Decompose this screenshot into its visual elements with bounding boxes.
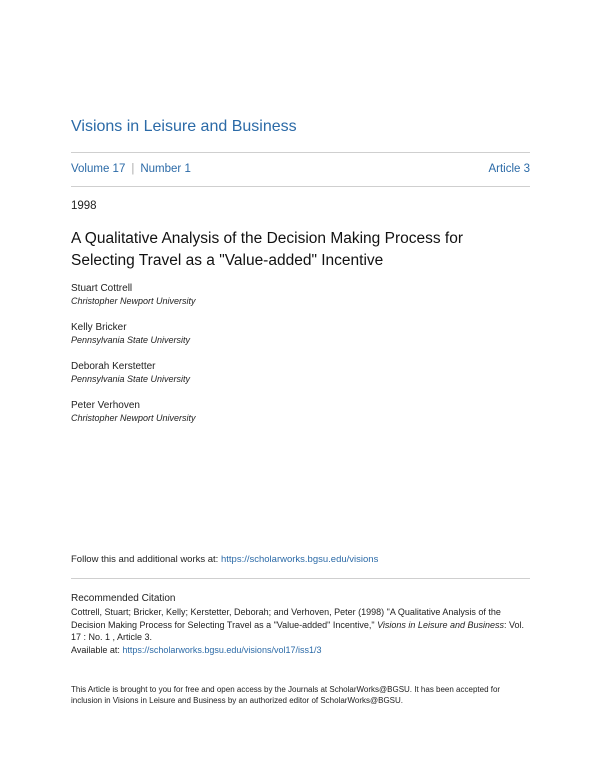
access-statement: This Article is brought to you for free and open access by the Journals at ScholarWorks@BGSU. It has been accepted for inclusion in Visions in Leisure and Business by an authorized editor of ScholarWorks@BGSU. bbox=[71, 685, 501, 705]
available-link[interactable]: https://scholarworks.bgsu.edu/visions/vol17/iss1/3 bbox=[122, 645, 322, 655]
volume-link[interactable]: Volume 17 bbox=[71, 163, 126, 175]
citation-journal: Visions in Leisure and Business bbox=[377, 619, 504, 630]
follow-text: Follow this and additional works at: bbox=[71, 554, 221, 565]
citation-tail: : Vol. 17 : No. 1 , Article 3. bbox=[71, 619, 525, 642]
author-entry bbox=[71, 282, 196, 307]
availability-line bbox=[71, 645, 321, 655]
citation-main: Cottrell, Stuart; Bricker, Kelly; Kerstetter, Deborah; and Verhoven, Peter (1998) "A Qualitative Analysis of the Decision Making Process for Selecting Travel as a "Value-added" Incentive," bbox=[71, 607, 501, 630]
author-name: Stuart Cottrell bbox=[71, 283, 133, 294]
author-affiliation: Pennsylvania State University bbox=[71, 374, 191, 384]
citation-text bbox=[71, 606, 533, 644]
citation-heading: Recommended Citation bbox=[71, 593, 176, 604]
issue-divider bbox=[71, 186, 530, 187]
author-entry bbox=[71, 321, 196, 346]
author-name: Peter Verhoven bbox=[71, 400, 140, 411]
citation-divider bbox=[71, 578, 530, 579]
author-affiliation: Christopher Newport University bbox=[71, 413, 196, 423]
issue-separator: | bbox=[131, 163, 135, 175]
paper-title: A Qualitative Analysis of the Decision Making Process for Selecting Travel as a "Value-added" Incentive bbox=[71, 230, 463, 269]
author-affiliation: Christopher Newport University bbox=[71, 296, 196, 306]
author-affiliation: Pennsylvania State University bbox=[71, 335, 191, 345]
top-divider bbox=[71, 152, 530, 153]
author-entry bbox=[71, 360, 196, 385]
follow-line bbox=[71, 554, 378, 565]
issue-info bbox=[71, 163, 191, 175]
journal-title[interactable]: Visions in Leisure and Business bbox=[71, 118, 297, 135]
follow-link[interactable]: https://scholarworks.bgsu.edu/visions bbox=[220, 554, 379, 565]
article-link[interactable]: Article 3 bbox=[488, 163, 530, 175]
author-name: Kelly Bricker bbox=[71, 322, 127, 333]
author-list bbox=[71, 282, 196, 438]
available-label: Available at: bbox=[71, 645, 123, 655]
publication-year: 1998 bbox=[71, 200, 97, 212]
author-entry bbox=[71, 399, 196, 424]
author-name: Deborah Kerstetter bbox=[71, 361, 156, 372]
number-link[interactable]: Number 1 bbox=[140, 163, 191, 175]
